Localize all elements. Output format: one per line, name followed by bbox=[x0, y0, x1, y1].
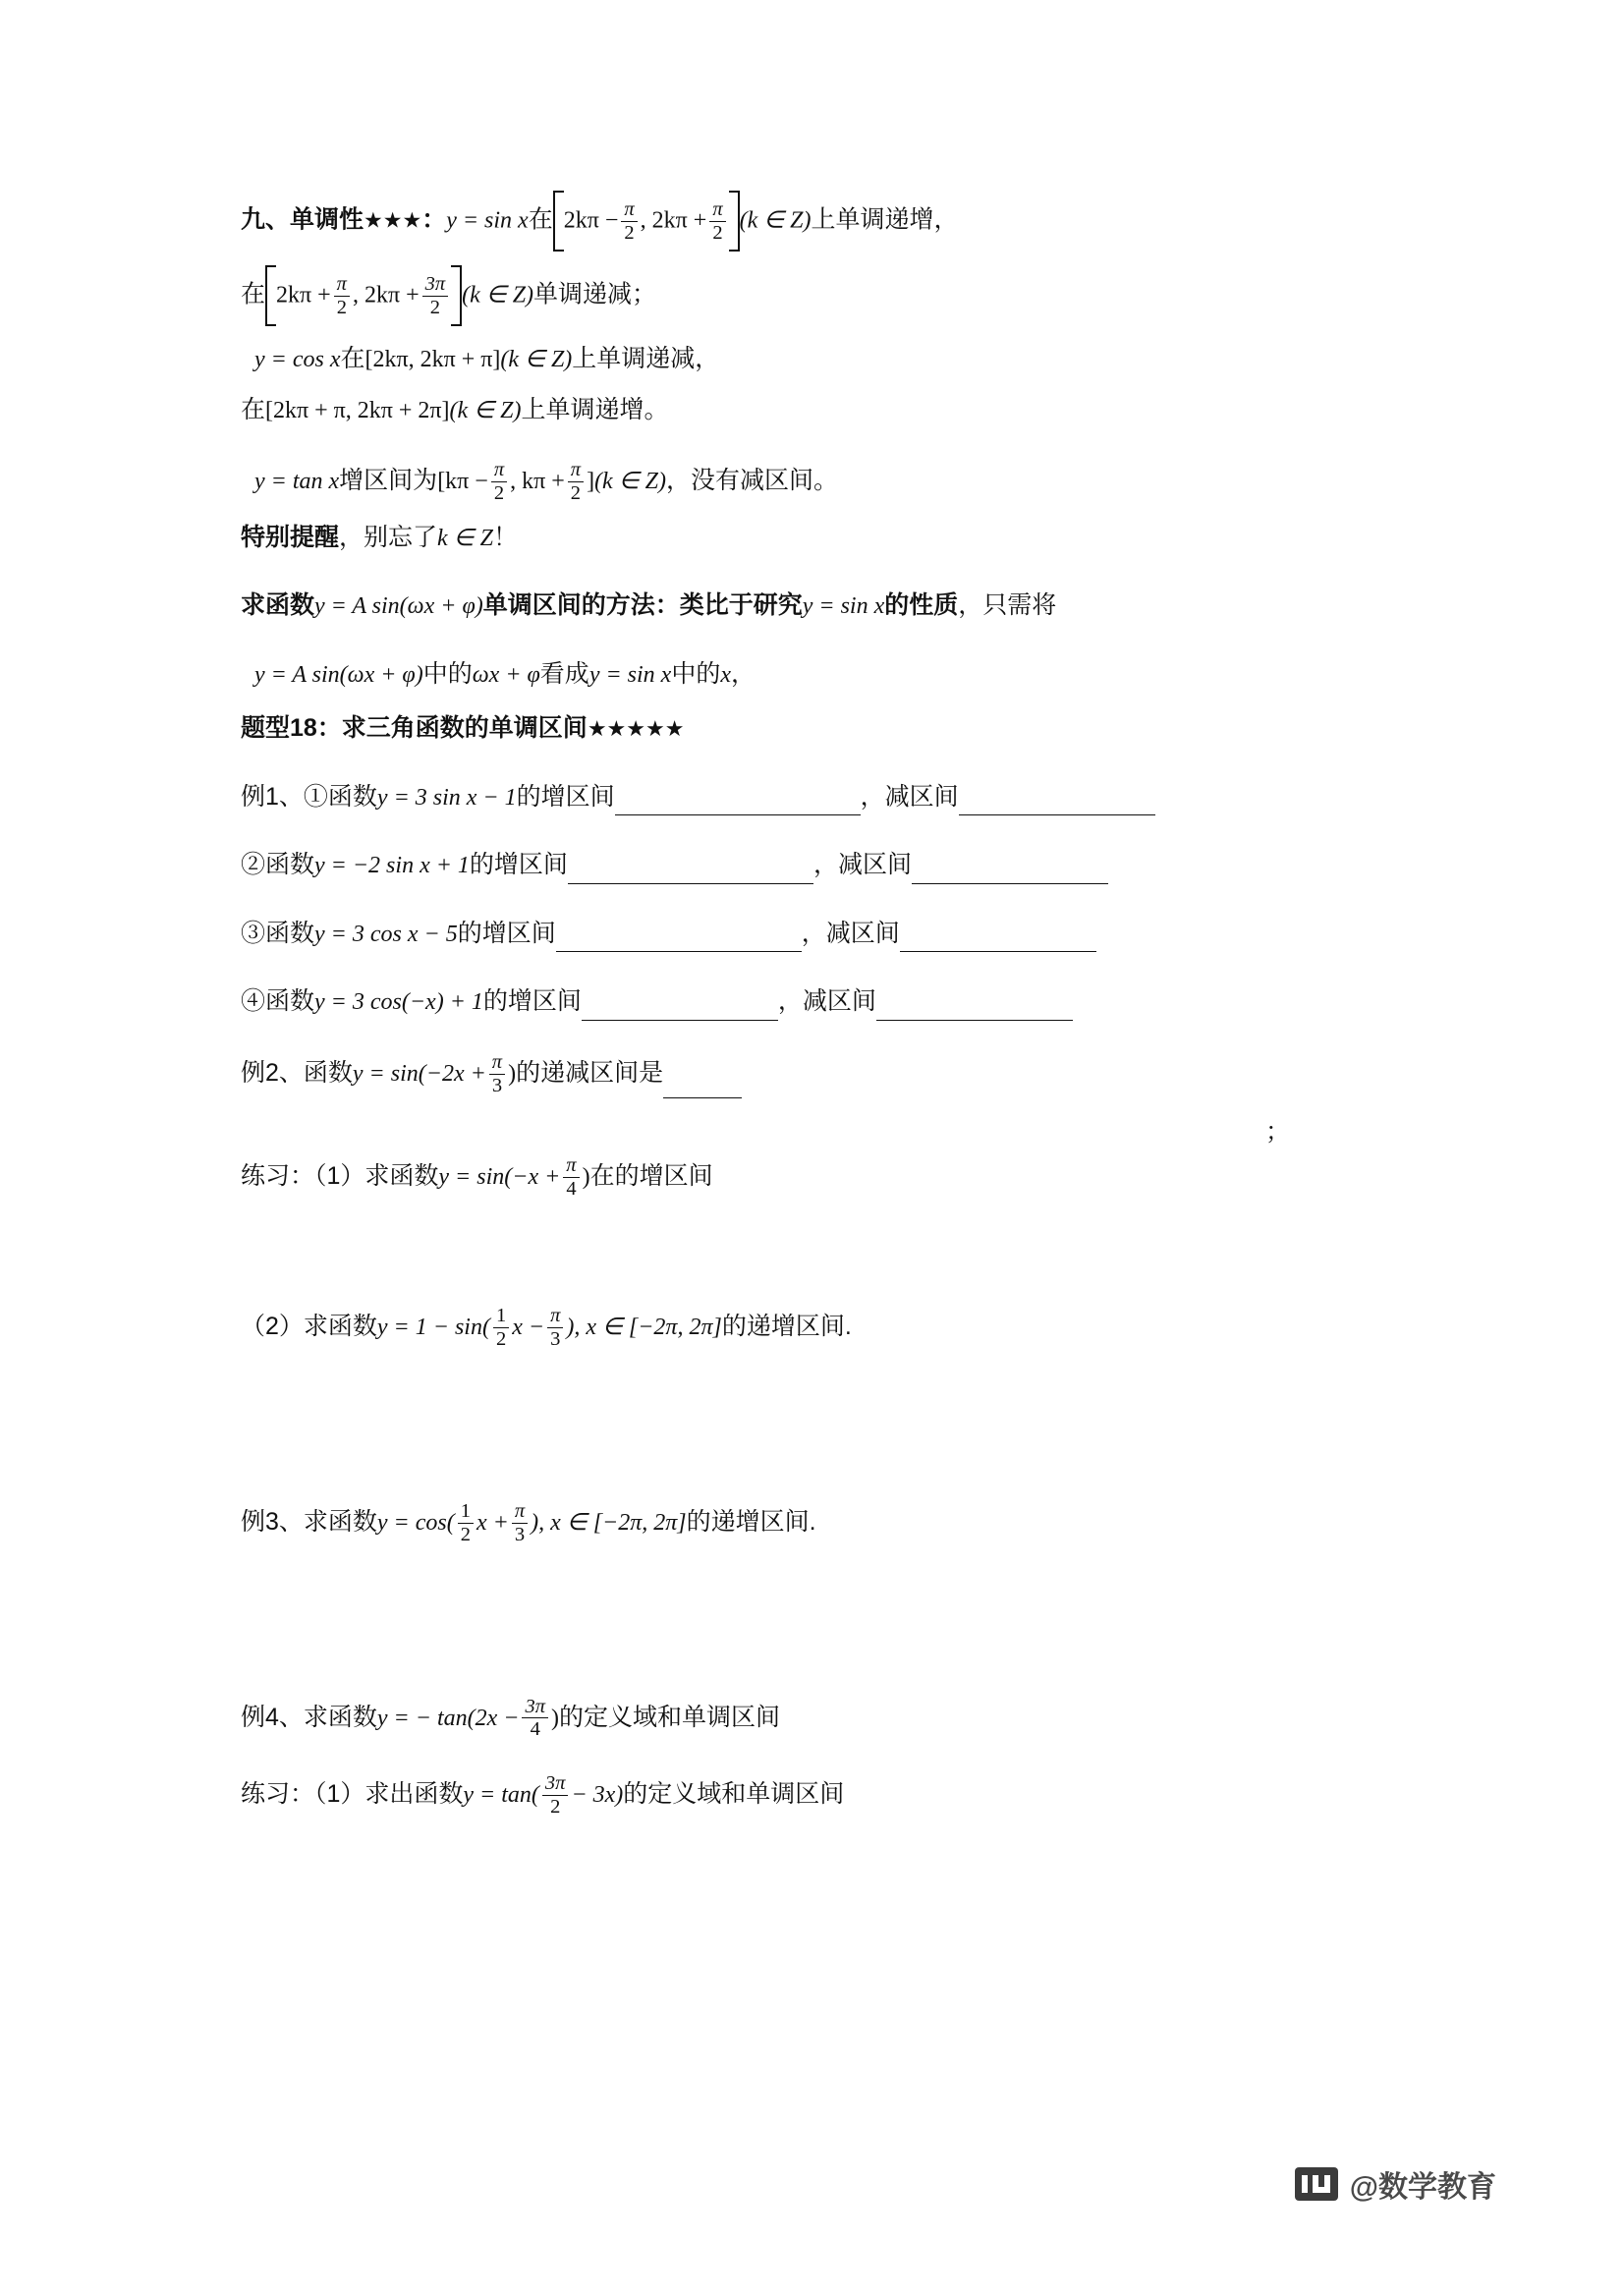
frac-num: 3π bbox=[544, 1772, 566, 1795]
method-text-3: 的性质 bbox=[884, 591, 959, 620]
interval-comma: , bbox=[640, 207, 652, 234]
fraction-pi-2-b bbox=[709, 198, 725, 245]
example4-text: 的定义域和单调区间 bbox=[559, 1703, 781, 1731]
method-text-4: ，只需将 bbox=[958, 591, 1057, 620]
practice2-text: 的递增区间. bbox=[721, 1312, 852, 1340]
example2-line bbox=[241, 1052, 1388, 1098]
fraction-1-2-b bbox=[458, 1500, 474, 1546]
fraction-3pi-2-b bbox=[542, 1772, 569, 1819]
spacer bbox=[241, 1456, 1388, 1501]
monotonicity-heading-line bbox=[241, 192, 1388, 252]
answer-blank[interactable] bbox=[912, 855, 1108, 884]
example1-label: 例1、 bbox=[241, 782, 304, 811]
k-in-z-3: (k ∈ Z) bbox=[500, 347, 573, 372]
frac-num: π bbox=[566, 1153, 577, 1176]
formula-sinx: y = sin x bbox=[446, 207, 529, 234]
fraction-3pi-4 bbox=[522, 1696, 548, 1742]
k-in-z-5: (k ∈ Z) bbox=[594, 469, 666, 495]
text-tan-inc: 增区间为 bbox=[339, 467, 438, 495]
method2-text-3: 中的 bbox=[671, 659, 721, 688]
spacer bbox=[241, 829, 1388, 847]
watermark bbox=[1295, 2162, 1496, 2206]
frac-den: 3 bbox=[547, 1327, 563, 1351]
example3-formula-b: x + bbox=[476, 1509, 509, 1536]
formula-tanx: y = tan x bbox=[254, 469, 340, 495]
spacer bbox=[241, 570, 1388, 588]
stars-3: ★★★ bbox=[364, 208, 422, 234]
method2-text-2: 看成 bbox=[539, 659, 589, 688]
practice1-label: 练习：（1）求函数 bbox=[241, 1162, 439, 1190]
answer-blank[interactable] bbox=[959, 787, 1155, 816]
item2-prefix: ②函数 bbox=[241, 851, 315, 879]
answer-blank[interactable] bbox=[582, 991, 778, 1021]
interval-bracket-2 bbox=[265, 266, 462, 327]
item3-formula: y = 3 cos x − 5 bbox=[314, 921, 458, 947]
example4-line bbox=[241, 1697, 1388, 1743]
tan-line bbox=[241, 460, 1388, 506]
topic-title: 题型18：求三角函数的单调区间 bbox=[241, 714, 588, 743]
interval2-b: 2kπ + bbox=[364, 282, 420, 308]
item4-formula: y = 3 cos(−x) + 1 bbox=[314, 989, 483, 1016]
cos-interval-1: [2kπ, 2kπ + π] bbox=[364, 347, 501, 372]
item1-dec-label: ，减区间 bbox=[860, 782, 959, 811]
frac-num: 1 bbox=[495, 1304, 507, 1326]
answer-blank[interactable] bbox=[568, 855, 813, 884]
practice2-label: （2）求函数 bbox=[241, 1312, 377, 1340]
interval-a: 2kπ − bbox=[563, 207, 619, 234]
bracket-left bbox=[265, 265, 276, 326]
practice1-line bbox=[241, 1155, 1388, 1202]
example3-text: 的递增区间. bbox=[686, 1507, 816, 1536]
bracket-right bbox=[729, 191, 740, 252]
frac-den: 2 bbox=[334, 296, 350, 319]
bracket-right bbox=[451, 265, 462, 326]
example2-formula-a: y = sin(−2x + bbox=[352, 1061, 486, 1088]
tan-interval-b: , kπ + bbox=[510, 469, 565, 495]
fraction-1-2-a bbox=[493, 1305, 509, 1351]
k-in-z-1: (k ∈ Z) bbox=[739, 207, 812, 234]
spacer bbox=[241, 639, 1388, 656]
spacer bbox=[241, 966, 1388, 983]
special-tip-line bbox=[241, 520, 1388, 557]
method2-formula-1: y = A sin(ωx + φ) bbox=[254, 661, 423, 688]
semicolon: ； bbox=[1264, 1117, 1290, 1146]
tip-text: ，别忘了 bbox=[339, 523, 438, 551]
text-zai-2: 在 bbox=[241, 280, 266, 308]
text-zai: 在 bbox=[528, 205, 553, 234]
cos-line-1 bbox=[241, 341, 1388, 378]
frac-num: π bbox=[550, 1304, 561, 1326]
answer-blank[interactable] bbox=[900, 924, 1096, 953]
spacer bbox=[241, 1652, 1388, 1697]
method-line-2 bbox=[241, 656, 1388, 694]
answer-blank[interactable] bbox=[876, 991, 1073, 1021]
item3-dec-label: ，减区间 bbox=[801, 919, 900, 947]
spacer bbox=[241, 1756, 1388, 1773]
semicolon-line bbox=[241, 1112, 1388, 1148]
example4-formula-a: y = − tan(2x − bbox=[376, 1705, 520, 1731]
frac-den: 2 bbox=[709, 221, 725, 245]
frac-num: π bbox=[712, 197, 723, 220]
answer-blank[interactable] bbox=[663, 1069, 742, 1098]
frac-den: 4 bbox=[522, 1717, 548, 1741]
method2-text-4: ， bbox=[731, 659, 756, 688]
interval2-a: 2kπ + bbox=[276, 282, 331, 308]
item3-prefix: ③函数 bbox=[241, 919, 315, 947]
practice1-text: 在的增区间 bbox=[589, 1162, 713, 1190]
text-no-dec: ，没有减区间。 bbox=[665, 467, 838, 495]
topic-title-line bbox=[241, 710, 1388, 748]
practice2-line bbox=[241, 1306, 1388, 1352]
fraction-pi-4 bbox=[563, 1154, 579, 1201]
frac-num: 1 bbox=[460, 1499, 471, 1522]
text-zai-4: 在 bbox=[241, 395, 266, 423]
text-cos-mono-inc: 上单调递增。 bbox=[521, 395, 669, 423]
spacer bbox=[241, 1215, 1388, 1306]
item2-inc-label: 的增区间 bbox=[469, 851, 568, 879]
interval-bracket-1 bbox=[553, 192, 740, 252]
method-text-2: 单调区间的方法：类比于研究 bbox=[482, 591, 803, 620]
interval-b: 2kπ + bbox=[651, 207, 707, 234]
example3-label: 例3、求函数 bbox=[241, 1507, 377, 1536]
method2-formula-3: y = sin x bbox=[588, 661, 672, 688]
tan-interval-a: [kπ − bbox=[437, 469, 488, 495]
frac-den: 2 bbox=[422, 296, 449, 319]
fraction-pi-2-c bbox=[334, 273, 350, 319]
practice3-label: 练习：（1）求出函数 bbox=[241, 1780, 464, 1809]
method-text-1: 求函数 bbox=[241, 591, 315, 620]
spacer bbox=[241, 1561, 1388, 1652]
frac-num: π bbox=[493, 459, 505, 480]
example1-item3 bbox=[241, 916, 1388, 953]
example1-item2 bbox=[241, 847, 1388, 884]
frac-den: 3 bbox=[489, 1074, 505, 1097]
tip-formula: k ∈ Z bbox=[437, 525, 493, 551]
fraction-pi-2-e bbox=[568, 459, 584, 505]
tip-label: 特别提醒 bbox=[241, 523, 340, 551]
frac-den: 2 bbox=[458, 1523, 474, 1546]
text-cos-mono-dec: 上单调递减， bbox=[572, 345, 720, 372]
method-formula-1: y = A sin(ωx + φ) bbox=[314, 593, 483, 620]
practice3-formula-b: − 3x) bbox=[571, 1782, 624, 1809]
frac-den: 2 bbox=[568, 481, 584, 505]
frac-den: 2 bbox=[491, 481, 507, 505]
spacer bbox=[241, 1366, 1388, 1456]
fraction-3pi-2 bbox=[422, 273, 449, 319]
frac-num: π bbox=[491, 1050, 503, 1073]
method2-formula-2: ωx + φ bbox=[472, 661, 540, 688]
example4-formula-b: ) bbox=[551, 1705, 559, 1731]
practice3-text: 的定义域和单调区间 bbox=[623, 1780, 845, 1809]
interval2-comma: , bbox=[352, 282, 364, 308]
item4-inc-label: 的增区间 bbox=[482, 987, 582, 1016]
k-in-z-2: (k ∈ Z) bbox=[462, 282, 534, 308]
example1-item1 bbox=[241, 779, 1388, 816]
practice2-formula-a: y = 1 − sin( bbox=[376, 1314, 490, 1340]
tip-excl: ！ bbox=[492, 523, 518, 551]
frac-num: π bbox=[336, 272, 347, 295]
formula-cosx: y = cos x bbox=[254, 347, 341, 372]
example3-line bbox=[241, 1501, 1388, 1547]
frac-num: π bbox=[570, 459, 582, 480]
bracket-left bbox=[553, 191, 564, 252]
practice3-line bbox=[241, 1773, 1388, 1820]
fraction-pi-2-d bbox=[491, 459, 507, 505]
method-formula-2: y = sin x bbox=[802, 593, 885, 620]
frac-den: 3 bbox=[512, 1523, 528, 1546]
example2-formula-b: ) bbox=[508, 1061, 517, 1088]
example2-label: 例2、函数 bbox=[241, 1059, 353, 1088]
item4-prefix: ④函数 bbox=[241, 987, 315, 1016]
method-line-1 bbox=[241, 588, 1388, 625]
method2-formula-4: x bbox=[720, 661, 731, 688]
spacer bbox=[241, 898, 1388, 916]
frac-den: 2 bbox=[621, 221, 637, 245]
item4-dec-label: ，减区间 bbox=[777, 987, 876, 1016]
example2-text: 的递减区间是 bbox=[516, 1059, 664, 1088]
method2-text-1: 中的 bbox=[422, 659, 473, 688]
frac-num: 3π bbox=[424, 272, 446, 295]
fraction-pi-3-c bbox=[512, 1500, 528, 1546]
text-mono-dec: 单调递减； bbox=[533, 280, 657, 308]
fraction-pi-3-a bbox=[489, 1051, 505, 1097]
section-heading: 九、单调性 bbox=[241, 205, 364, 234]
fraction-pi-3-b bbox=[547, 1305, 563, 1351]
spacer bbox=[241, 1035, 1388, 1052]
toutiao-logo-icon bbox=[1295, 2167, 1338, 2201]
example1-item4 bbox=[241, 983, 1388, 1021]
practice1-formula-a: y = sin(−x + bbox=[438, 1164, 561, 1190]
frac-den: 2 bbox=[493, 1327, 509, 1351]
cos-interval-2: [2kπ + π, 2kπ + 2π] bbox=[265, 397, 450, 423]
practice1-formula-b: ) bbox=[582, 1164, 590, 1190]
practice2-formula-c: ), x ∈ [−2π, 2π] bbox=[566, 1314, 722, 1340]
k-in-z-4: (k ∈ Z) bbox=[449, 397, 522, 423]
example4-label: 例4、求函数 bbox=[241, 1703, 377, 1731]
item2-formula: y = −2 sin x + 1 bbox=[314, 853, 470, 879]
item3-inc-label: 的增区间 bbox=[457, 919, 556, 947]
item2-dec-label: ，减区间 bbox=[812, 851, 912, 879]
spacer bbox=[241, 761, 1388, 779]
example3-formula-a: y = cos( bbox=[376, 1509, 455, 1536]
practice2-formula-b: x − bbox=[512, 1314, 545, 1340]
tan-interval-c: ] bbox=[587, 469, 595, 495]
frac-num: 3π bbox=[525, 1695, 545, 1717]
practice3-formula-a: y = tan( bbox=[463, 1782, 539, 1809]
cos-line-2 bbox=[241, 392, 1388, 429]
text-zai-3: 在 bbox=[340, 345, 365, 372]
item1-formula: y = 3 sin x − 1 bbox=[376, 784, 517, 811]
answer-blank[interactable] bbox=[615, 787, 861, 816]
frac-num: π bbox=[514, 1499, 526, 1522]
frac-den: 2 bbox=[542, 1795, 569, 1819]
monotonicity-line-2 bbox=[241, 266, 1388, 327]
topic-stars: ★★★★★ bbox=[587, 717, 685, 743]
fraction-pi-2-a bbox=[621, 198, 637, 245]
frac-num: π bbox=[624, 197, 635, 220]
spacer bbox=[241, 442, 1388, 460]
watermark-text: @数学教育 bbox=[1349, 2171, 1496, 2204]
text-up-mono-inc: 上单调递增， bbox=[811, 205, 959, 234]
item1-prefix: ①函数 bbox=[303, 782, 377, 811]
example3-formula-c: ), x ∈ [−2π, 2π] bbox=[531, 1509, 687, 1536]
answer-blank[interactable] bbox=[556, 924, 802, 953]
frac-den: 4 bbox=[563, 1177, 579, 1201]
item1-inc-label: 的增区间 bbox=[516, 782, 615, 811]
heading-colon: ： bbox=[421, 205, 447, 234]
